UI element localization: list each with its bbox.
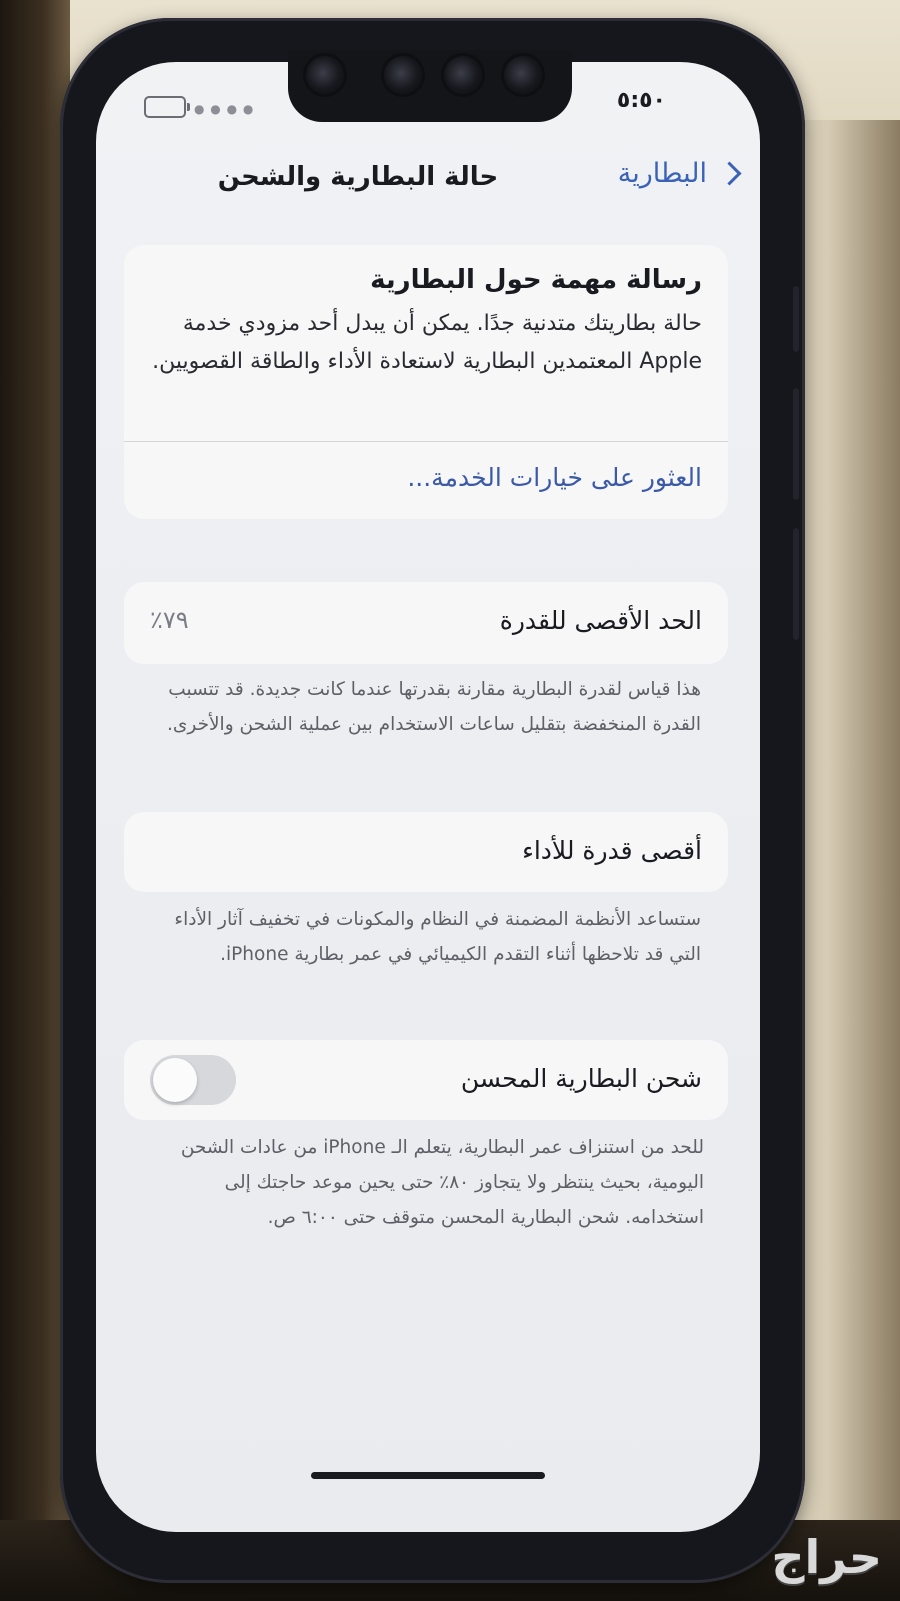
max-capacity-value: ٧٩٪ <box>150 606 189 634</box>
volume-button <box>793 388 799 500</box>
max-capacity-row <box>124 582 728 664</box>
power-button <box>793 286 799 352</box>
optimized-charging-label: شحن البطارية المحسن <box>460 1064 702 1093</box>
optimized-charging-row <box>124 1040 728 1120</box>
divider <box>124 441 728 442</box>
status-time: ٥:٥٠ <box>616 88 666 113</box>
camera-lens-icon <box>504 56 542 94</box>
max-capacity-label: الحد الأقصى للقدرة <box>499 606 702 635</box>
camera-lens-icon <box>384 56 422 94</box>
peak-performance-note: ستساعد الأنظمة المضمنة في النظام والمكونات في تخفيف آثار الأداء التي قد تلاحظها أثناء التقدم الكيميائي في عمر بطارية iPhone. <box>174 909 701 965</box>
signal-dots-icon: ● ● ● ● <box>194 102 255 116</box>
page-title: حالة البطارية والشحن <box>217 162 499 192</box>
camera-notch <box>288 50 572 122</box>
phone-screen <box>96 62 760 1532</box>
message-title: رسالة مهمة حول البطارية <box>370 265 702 295</box>
max-capacity-note: هذا قياس لقدرة البطارية مقارنة بقدرتها عندما كانت جديدة. قد تتسبب القدرة المنخفضة بتقليل ساعات الاستخدام بين عملية الشحن والأخرى. <box>167 679 701 735</box>
battery-icon <box>144 96 186 118</box>
back-button-label: البطارية <box>617 158 707 189</box>
camera-lens-icon <box>306 56 344 94</box>
volume-button <box>793 528 799 640</box>
message-body: حالة بطاريتك متدنية جدًا. يمكن أن يبدل أحد مزودي خدمة Apple المعتمدين البطارية لاستعادة الأداء والطاقة القصويين. <box>152 311 702 374</box>
peak-performance-row <box>124 812 728 892</box>
haraj-watermark: حراج <box>771 1530 882 1584</box>
optimized-charging-note: للحد من استنزاف عمر البطارية، يتعلم الـ iPhone من عادات الشحن اليومية، بحيث ينتظر ولا يتجاوز ٨٠٪ حتى يحين موعد حاجتك إلى استخدامه. شحن البطارية المحسن متوقف حتى ٦:٠٠ ص. <box>180 1137 704 1228</box>
find-service-options-link[interactable]: العثور على خيارات الخدمة... <box>407 463 702 492</box>
camera-lens-icon <box>444 56 482 94</box>
peak-performance-label: أقصى قدرة للأداء <box>522 836 702 865</box>
home-indicator[interactable] <box>311 1472 545 1479</box>
important-message-card <box>124 245 728 519</box>
toggle-knob <box>153 1058 197 1102</box>
optimized-charging-toggle[interactable] <box>150 1055 236 1105</box>
